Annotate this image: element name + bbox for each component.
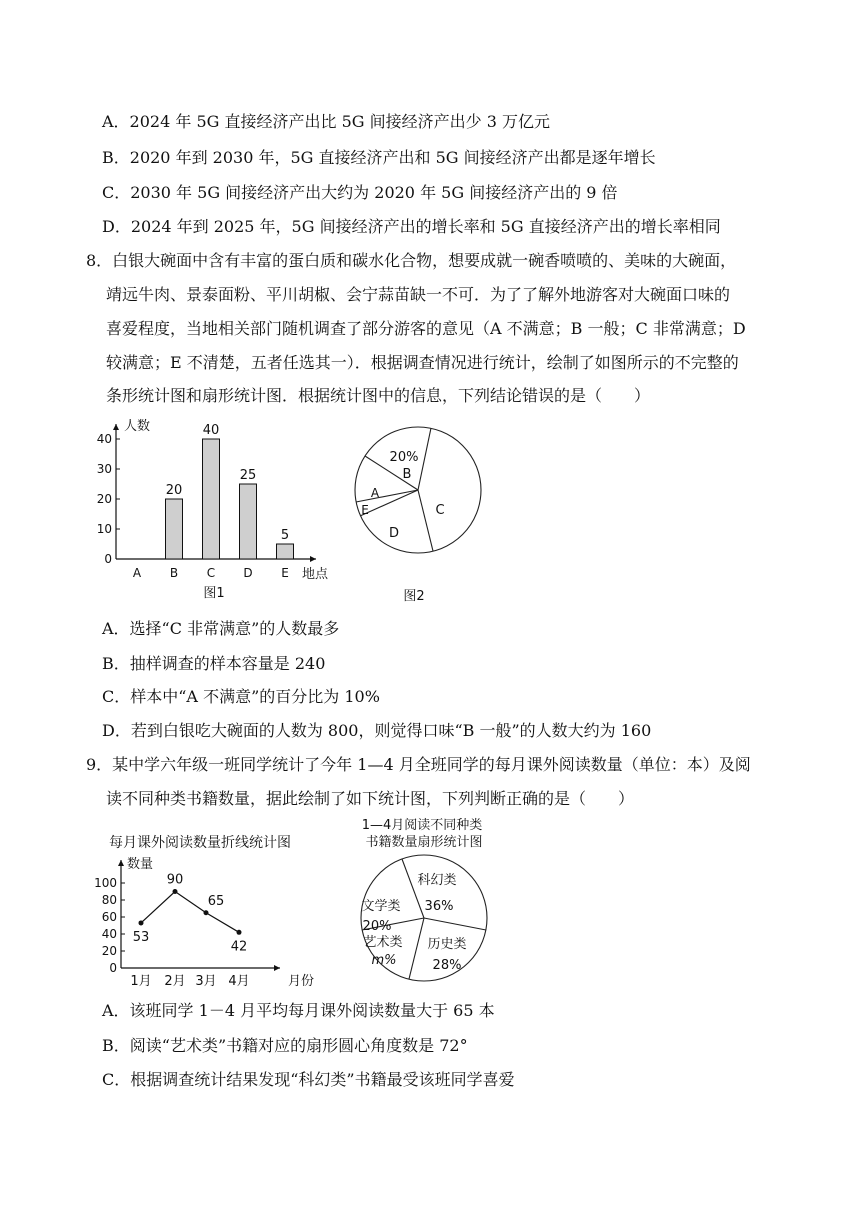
bar-y-tick-label: 0	[104, 552, 112, 566]
pie2-title-line1: 1—4月阅读不同种类	[361, 818, 483, 833]
q9-stem-line-2: 读不同种类书籍数量，据此绘制了如下统计图，下列判断正确的是（ ）	[106, 789, 635, 808]
line-x-tick-label: 3月	[195, 974, 217, 989]
line-data-label: 42	[230, 939, 248, 955]
line-chart-reading	[84, 826, 344, 996]
line-point	[173, 889, 178, 894]
pie2-label-scifi: 科幻类	[417, 873, 457, 888]
line-y-tick-label: 40	[101, 927, 117, 941]
line-y-tick-label: 20	[101, 944, 117, 958]
pie2-divider	[402, 859, 424, 918]
bar	[203, 439, 220, 559]
line-point	[139, 920, 144, 925]
bar-x-tick-label: B	[169, 566, 179, 580]
line-x-tick-label: 2月	[164, 974, 186, 989]
bar-y-tick-label: 40	[96, 432, 112, 446]
bar-caption: 图1	[203, 586, 225, 601]
pie2-pct-scifi: 36%	[424, 899, 454, 914]
q7-option-b: B．2020 年到 2030 年，5G 直接经济产出和 5G 间接经济产出都是逐年增长	[102, 148, 656, 167]
pie2-divider	[409, 918, 424, 979]
pie-label-b: B	[402, 467, 412, 482]
bar-data-label: 25	[239, 468, 257, 483]
line-point	[237, 930, 242, 935]
q9-stem-line-1: 9．某中学六年级一班同学统计了今年 1—4 月全班同学的每月课外阅读数量（单位：本）及阅	[86, 755, 751, 774]
line-y-tick-label: 80	[101, 893, 117, 907]
line-data-label: 90	[166, 872, 184, 888]
bar-data-label: 5	[280, 528, 290, 543]
line-y-tick-label: 60	[101, 910, 117, 924]
bar-x-label: 地点	[302, 567, 329, 582]
bar-chart-fig1	[88, 412, 348, 612]
pie2-label-art: 艺术类	[363, 935, 403, 950]
q8-option-a: A．选择“C 非常满意”的人数最多	[102, 619, 340, 638]
pie-label-d: D	[388, 526, 400, 541]
q7-option-a: A．2024 年 5G 直接经济产出比 5G 间接经济产出少 3 万亿元	[102, 112, 550, 131]
pie-chart-fig2	[348, 418, 498, 608]
line-x-tick-label: 1月	[130, 974, 152, 989]
line-x-arrow	[274, 965, 280, 971]
q8-stem-line-1: 8．白银大碗面中含有丰富的蛋白质和碳水化合物，想要成就一碗香喷喷的、美味的大碗面，	[86, 251, 737, 270]
line-series	[141, 892, 239, 933]
q8-option-d: D．若到白银吃大碗面的人数为 800，则觉得口味“B 一般”的人数大约为 160	[102, 721, 652, 740]
q9-option-b: B．阅读“艺术类”书籍对应的扇形圆心角度数是 72°	[102, 1036, 468, 1055]
q7-option-d: D．2024 年到 2025 年，5G 间接经济产出的增长率和 5G 直接经济产出的增长率相同	[102, 217, 721, 236]
pie-label-e: E	[361, 503, 369, 517]
line-chart-title: 每月课外阅读数量折线统计图	[109, 835, 291, 851]
line-x-tick-label: 4月	[228, 974, 250, 989]
line-data-label: 65	[207, 893, 225, 909]
line-x-label: 月份	[288, 974, 315, 989]
bar-x-tick-label: A	[132, 566, 142, 580]
bar-x-tick-label: E	[281, 566, 289, 580]
q7-option-c: C．2030 年 5G 间接经济产出大约为 2020 年 5G 间接经济产出的 9 倍	[102, 183, 618, 202]
bar-x-tick-label: D	[243, 566, 253, 580]
pie2-title-line2: 书籍数量扇形统计图	[365, 835, 483, 850]
line-y-label: 数量	[127, 857, 154, 872]
q8-option-b: B．抽样调查的样本容量是 240	[102, 654, 326, 673]
pie-label-c: C	[435, 503, 445, 518]
line-y-tick-label: 100	[94, 876, 117, 890]
q8-stem-line-3: 喜爱程度，当地相关部门随机调查了部分游客的意见（A 不满意；B 一般；C 非常满意；D	[106, 319, 746, 338]
bar-y-arrow	[113, 424, 119, 430]
bar-y-tick-label: 10	[96, 522, 112, 536]
line-y-arrow	[118, 860, 124, 866]
q9-option-a: A．该班同学 1－4 月平均每月课外阅读数量大于 65 本	[102, 1001, 495, 1020]
pie2-pct-lit: 20%	[362, 919, 392, 934]
pie-pct-b: 20%	[389, 450, 419, 465]
bar	[277, 544, 294, 559]
bar-x-arrow	[310, 556, 316, 562]
bar-y-tick-label: 30	[96, 462, 112, 476]
bar	[240, 484, 257, 559]
q8-stem-line-5: 条形统计图和扇形统计图．根据统计图中的信息，下列结论错误的是（ ）	[106, 386, 651, 405]
bar-x-tick-label: C	[206, 566, 216, 580]
pie-caption: 图2	[403, 589, 425, 604]
pie-chart-reading-types	[350, 812, 510, 987]
pie2-divider	[424, 918, 486, 930]
pie-divider	[356, 490, 418, 502]
q8-stem-line-2: 靖远牛肉、景泰面粉、平川胡椒、会宁蒜苗缺一不可．为了了解外地游客对大碗面口味的	[106, 285, 731, 304]
q8-stem-line-4: 较满意；E 不清楚，五者任选其一）．根据调查情况进行统计，绘制了如图所示的不完整的	[106, 353, 739, 372]
line-y-tick-label: 0	[109, 961, 117, 975]
pie2-label-history: 历史类	[427, 937, 467, 952]
bar	[166, 499, 183, 559]
bar-y-tick-label: 20	[96, 492, 112, 506]
bar-data-label: 20	[165, 483, 183, 498]
pie-label-a: A	[370, 486, 380, 500]
pie2-label-lit: 文学类	[361, 899, 401, 914]
line-point	[204, 910, 209, 915]
pie-divider	[418, 490, 433, 551]
q9-option-c: C．根据调查统计结果发现“科幻类”书籍最受该班同学喜爱	[102, 1070, 515, 1089]
line-data-label: 53	[132, 929, 150, 945]
pie2-pct-art: m%	[371, 953, 397, 968]
bar-y-label: 人数	[124, 419, 151, 434]
pie-divider	[418, 428, 431, 490]
q8-option-c: C．样本中“A 不满意”的百分比为 10%	[102, 687, 380, 706]
pie2-pct-history: 28%	[432, 958, 462, 973]
bar-data-label: 40	[202, 423, 220, 438]
